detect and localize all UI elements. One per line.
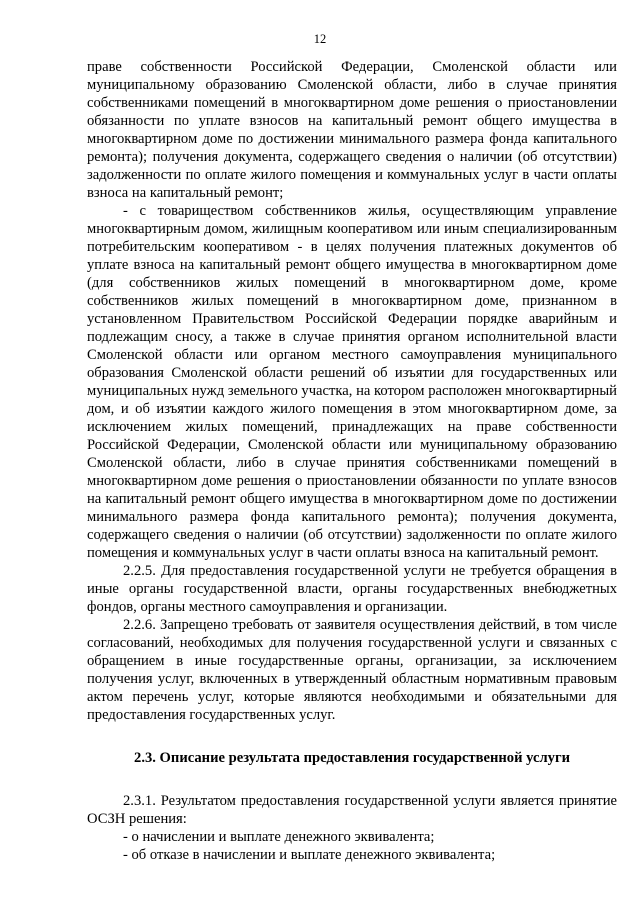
paragraph: 2.3.1. Результатом предоставления государственной услуги является принятие ОСЗН решения: xyxy=(87,793,617,827)
paragraph: 2.2.5. Для предоставления государственной услуги не требуется обращения в иные органы государственной власти, органы государственных внебюджетных фондов, органы местного самоуправления и организации. xyxy=(87,563,617,615)
paragraph: - с товариществом собственников жилья, осуществляющим управление многоквартирным домом, жилищным кооперативом или иным специализированным потребительским кооперативом - в целях получения платежных документов об уплате взноса на капитальный ремонт общего имущества в многоквартирном доме (для собственников жилых помещений в многоквартирном доме, кроме собственников жилых помещений в многоквартирном доме, признанном в установленном Правительством Российской Федерации порядке аварийным и подлежащим сносу, а также в случае принятия органом исполнительной власти Смоленской области или органом местного самоуправления муниципального образования Смоленской области решений об изъятии для государственных или муниципальных нужд земельного участка, на котором расположен многоквартирный дом, и об изъятии каждого жилого помещения в этом многоквартирном доме, за исключением жилых помещений, принадлежащих на праве собственности Российской Федерации, Смоленской области или муниципальному образованию Смоленской области, либо в случае принятия собственниками помещений в многоквартирном доме решения о приостановлении обязанности по уплате взносов на капитальный ремонт общего имущества в многоквартирном доме по достижении минимального размера фонда капитального ремонта); получения документа, содержащего сведения о наличии (об отсутствии) задолженности по оплате жилого помещения и коммунальных услуг в части оплаты взноса на капитальный ремонт. xyxy=(87,203,617,561)
document-body xyxy=(87,58,617,864)
page-number: 12 xyxy=(313,32,327,46)
list-item: - об отказе в начислении и выплате денежного эквивалента; xyxy=(123,847,496,863)
paragraph: 2.2.6. Запрещено требовать от заявителя осуществления действий, в том числе согласований, необходимых для получения государственной услуги и связанных с обращением в иные государственные органы, организации, за исключением получения услуг, включенных в утвержденный областным нормативным правовым актом перечень услуг, которые являются необходимыми и обязательными для предоставления государственных услуг. xyxy=(87,617,617,723)
paragraph: праве собственности Российской Федерации, Смоленской области или муниципальному образованию Смоленской области, либо в случае принятия собственниками помещений в многоквартирном доме решения о приостановлении обязанности по уплате взносов на капитальный ремонт общего имущества в многоквартирном доме по достижении минимального размера фонда капитального ремонта); получения документа, содержащего сведения о наличии (об отсутствии) задолженности по оплате жилого помещения и коммунальных услуг в части оплаты взноса на капитальный ремонт; xyxy=(87,59,617,201)
list-item: - о начислении и выплате денежного эквивалента; xyxy=(123,829,435,845)
section-heading: 2.3. Описание результата предоставления государственной услуги xyxy=(134,750,570,766)
